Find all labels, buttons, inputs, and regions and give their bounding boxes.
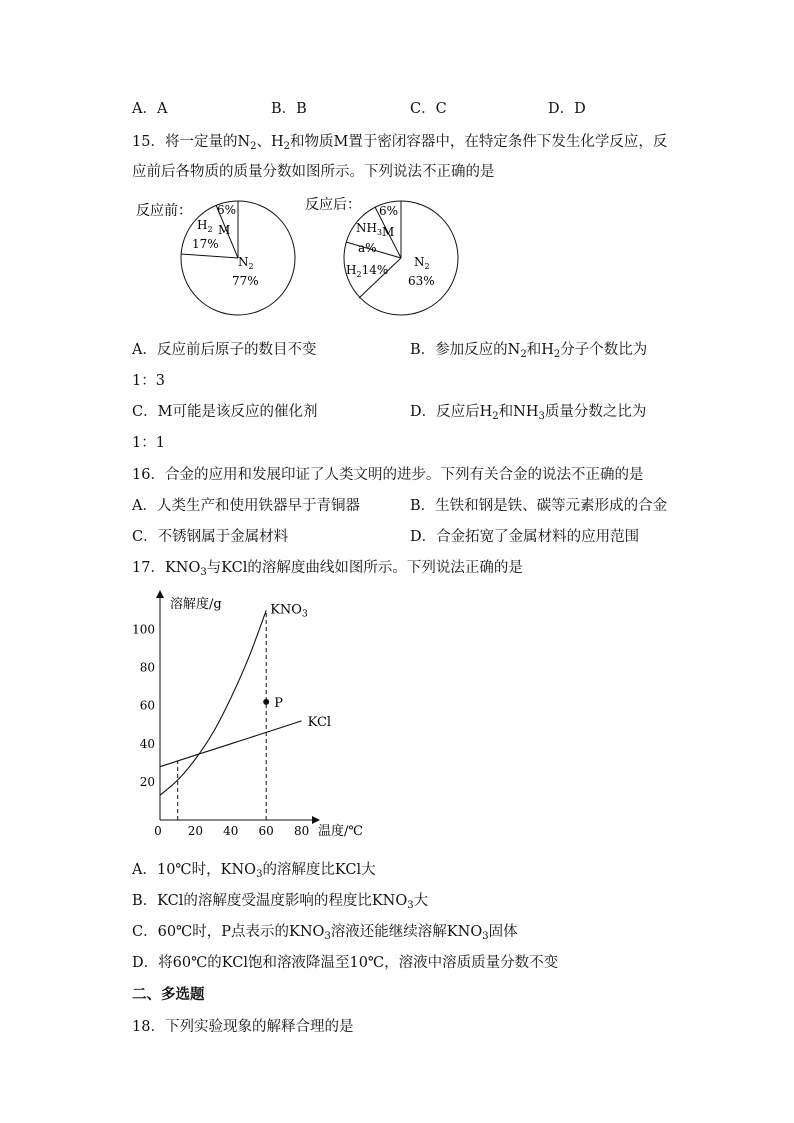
q16-stem: 16．合金的应用和发展印证了人类文明的进步。下列有关合金的说法不正确的是 bbox=[132, 467, 644, 483]
after-nh3-pct: a% bbox=[358, 241, 377, 255]
before-h2-pct: 17% bbox=[192, 237, 219, 251]
y-tick-label: 40 bbox=[139, 736, 155, 751]
x-tick-label: 40 bbox=[223, 824, 239, 838]
kno3-label: $KNO_3$ bbox=[270, 602, 308, 620]
after-m-pct: 6% bbox=[379, 204, 399, 218]
before-m-label: M bbox=[218, 223, 231, 237]
q16-option-b: B．生铁和钢是铁、碳等元素形成的合金 bbox=[410, 498, 668, 514]
q15-option-b: B．参加反应的$N_2$和$H_2$分子个数比为 bbox=[410, 342, 648, 360]
point-p bbox=[263, 699, 269, 705]
q15-option-d-cont: 1：1 bbox=[132, 435, 165, 451]
point-p-label: P bbox=[274, 695, 283, 711]
q15-option-c: C．M可能是该反应的催化剂 bbox=[132, 404, 318, 420]
x-tick-label: 80 bbox=[293, 824, 310, 838]
before-n2-label: $N_2$ bbox=[238, 255, 254, 271]
q14-option-a: A．A bbox=[132, 101, 168, 117]
q18-stem: 18．下列实验现象的解释合理的是 bbox=[132, 1019, 354, 1035]
y-tick-label: 20 bbox=[139, 774, 155, 789]
after-m-label: M bbox=[382, 225, 395, 239]
kcl-label: KCl bbox=[307, 714, 332, 730]
q17-option-c: C．60℃时，P点表示的$KNO_3$溶液还能继续溶解$KNO_3$固体 bbox=[132, 924, 518, 942]
q16-option-a: A．人类生产和使用铁器早于青铜器 bbox=[132, 498, 360, 514]
before-m-pct: 6% bbox=[217, 203, 237, 217]
q17-option-a: A．10℃时，$KNO_3$的溶解度比KCl大 bbox=[132, 862, 376, 880]
q14-option-d: D．D bbox=[548, 101, 586, 117]
x-axis-label: 温度/℃ bbox=[318, 824, 363, 839]
x-tick-label: 60 bbox=[258, 824, 274, 838]
after-n2-pct: 63% bbox=[408, 274, 435, 288]
q16-option-d: D．合金拓宽了金属材料的应用范围 bbox=[410, 529, 640, 545]
x-tick-label: 0 bbox=[154, 824, 162, 838]
q15-stem-line2: 应前后各物质的质量分数如图所示。下列说法不正确的是 bbox=[132, 164, 495, 180]
q17-option-b: B．KCl的溶解度受温度影响的程度比$KNO_3$大 bbox=[132, 893, 429, 911]
section-title: 二、多选题 bbox=[132, 986, 205, 1003]
before-divider-3 bbox=[181, 254, 238, 258]
after-h2-label: $H_214\%$ bbox=[346, 263, 389, 279]
kcl-curve bbox=[160, 721, 302, 767]
q17-stem: 17．$KNO_3$与KCl的溶解度曲线如图所示。下列说法正确的是 bbox=[132, 560, 523, 578]
q15-option-d: D．反应后$H_2$和$NH_3$质量分数之比为 bbox=[410, 404, 647, 422]
after-label: 反应后： bbox=[305, 197, 361, 213]
q15-pie-charts bbox=[130, 192, 470, 320]
after-n2-label: $N_2$ bbox=[414, 255, 430, 271]
q14-option-c: C．C bbox=[410, 101, 447, 117]
solubility-chart bbox=[130, 588, 380, 848]
y-tick-label: 100 bbox=[132, 622, 155, 637]
y-tick-label: 80 bbox=[139, 660, 155, 675]
y-axis-label: 溶解度/g bbox=[170, 597, 222, 612]
q15-option-b-cont: 1：3 bbox=[132, 373, 165, 389]
y-tick-label: 60 bbox=[139, 698, 155, 713]
before-label: 反应前： bbox=[136, 203, 192, 219]
kno3-curve bbox=[160, 610, 266, 795]
before-n2-pct: 77% bbox=[232, 274, 259, 288]
q15-stem-line1: 15．将一定量的$N_2$、$H_2$和物质M置于密闭容器中，在特定条件下发生化学反应，反 bbox=[132, 134, 668, 152]
after-nh3-label: $NH_3$ bbox=[356, 221, 383, 237]
before-h2-label: $H_2$ bbox=[197, 218, 213, 234]
q14-option-b: B．B bbox=[271, 101, 307, 117]
q15-option-a: A．反应前后原子的数目不变 bbox=[132, 342, 317, 358]
x-tick-label: 20 bbox=[187, 824, 204, 838]
q17-option-d: D．将60℃的KCl饱和溶液降温至10℃，溶液中溶质质量分数不变 bbox=[132, 955, 559, 971]
q16-option-c: C．不锈钢属于金属材料 bbox=[132, 529, 289, 545]
